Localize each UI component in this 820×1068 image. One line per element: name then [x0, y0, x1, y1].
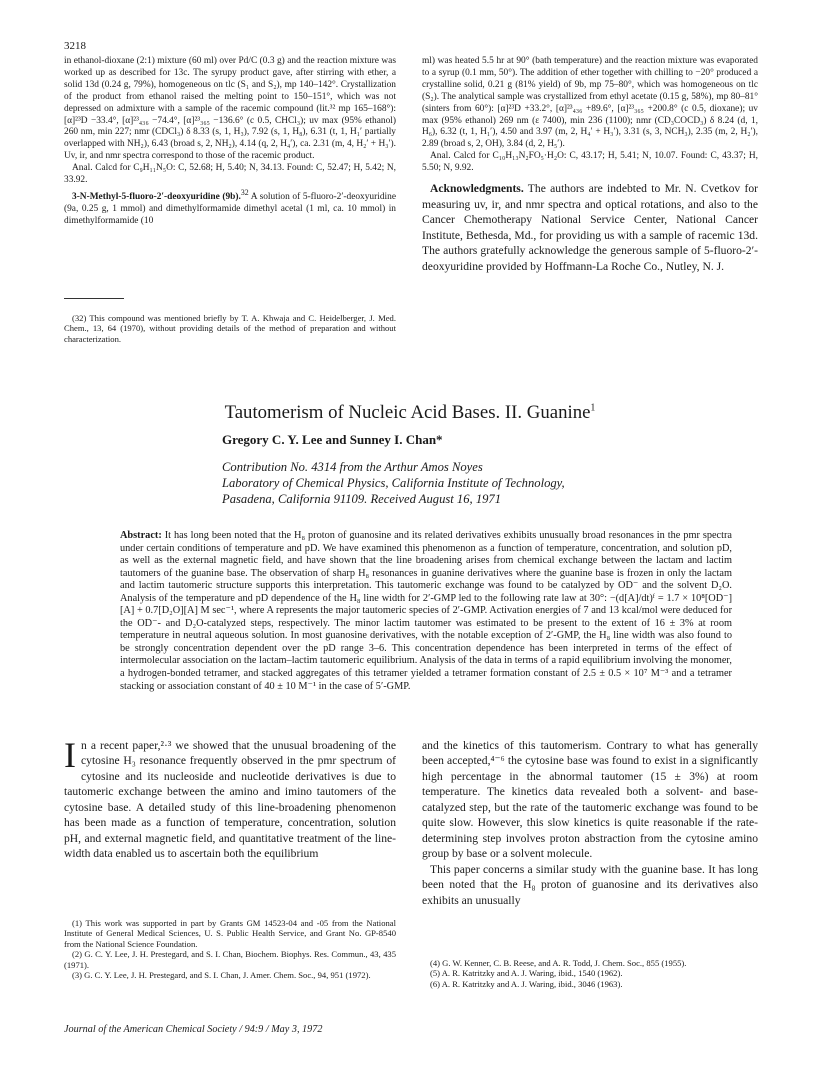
footnote-divider	[64, 298, 124, 299]
footnote: (2) G. C. Y. Lee, J. H. Prestegard, and S. I. Chan, Biochem. Biophys. Res. Commun., 43, 435 (1971).	[64, 949, 396, 970]
footnote: (5) A. R. Katritzky and A. J. Waring, ibid., 1540 (1962).	[430, 968, 623, 979]
compound-text: A solution of 5-fluoro-2′-deoxyuridine (9a, 0.25 g, 1 mmol) and dimethylformamide dimethyl acetal (1 ml, ca. 10 mmol) in dimethylformamide (10	[64, 192, 396, 226]
analysis-line: Anal. Calcd for C₉H₁₁N₅O: C, 52.68; H, 5.40; N, 34.13. Found: C, 52.47; H, 5.42; N, 33.92.	[64, 163, 396, 186]
reference-mark: 32	[240, 187, 249, 197]
footnote-32	[64, 313, 396, 344]
acknowledgments-heading: Acknowledgments.	[430, 182, 524, 196]
footnote: (3) G. C. Y. Lee, J. H. Prestegard, and S. I. Chan, J. Amer. Chem. Soc., 94, 951 (1972).	[72, 970, 371, 981]
compound-heading: 3-N-Methyl-5-fluoro-2′-deoxyuridine (9b).	[72, 192, 241, 203]
affiliation-line: Contribution No. 4314 from the Arthur Amos Noyes	[222, 460, 483, 474]
footnotes-left	[64, 918, 396, 980]
footnote-text: (32) This compound was mentioned briefly by T. A. Khwaja and C. Heidelberger, J. Med. Chem., 13, 64 (1970), without providing details of the method of preparation and without characterization.	[64, 313, 396, 344]
abstract-label: Abstract:	[120, 530, 162, 541]
intro-paragraph: and the kinetics of this tautomerism. Contrary to what has generally been accepted,⁴⁻⁶ the cytosine base was found to exist in a significantly high percentage in the abnormal tautomer (15 ± 3%) at room temperature. The kinetics data revealed both a solvent- and base-catalyzed step, but the rate of the tautomeric exchange was found to be quite slow. However, this slow kinetics is quite reasonable if the rate-determining step involves proton abstraction from the cytosine amino group by base or a solvent molecule.	[422, 739, 758, 861]
footnote: (4) G. W. Kenner, C. B. Reese, and A. R. Todd, J. Chem. Soc., 855 (1955).	[430, 958, 687, 968]
analysis-line: Anal. Calcd for C₁₀H₁₃N₂FO₅·H₂O: C, 43.17; H, 5.41; N, 10.07. Found: C, 43.37; H, 5.50; N, 9.92.	[422, 151, 758, 174]
experimental-paragraph: ml) was heated 5.5 hr at 90° (bath temperature) and the reaction mixture was evaporated to a syrup (0.1 mm, 50°). The addition of ether together with chilling to −20° produced a crystalline solid, 0.21 g (81% yield) of 9b, mp 75–80°, which was homogeneous on tlc (S₂). The analytical sample was crystallized from ethyl acetate (0.15 g, 58%), mp 80–81° (sinters from 60°): [α]²³D +33.2°, [α]²³₄₃₆ +89.6°, [α]²³₃₆₅ +200.8° (c 0.5, dioxane); uv max (95% ethanol) 269 nm (ε 7400), min 236 (1100); nmr (CD₃COCD₃) δ 8.24 (d, 1, H₆), 6.32 (t, 1, H₁′), 4.50 and 3.97 (m, 2, H₄′ + H₃′), 3.31 (s, 3, NCH₃), 2.35 (m, 2, H₂′), 2.89 (broad s, 2, OH), 3.84 (d, 2, H₅′).	[422, 56, 758, 150]
acknowledgments	[422, 181, 758, 275]
affiliation	[222, 460, 565, 507]
acknowledgments-text: The authors are indebted to Mr. N. Cvetkov for measuring uv, ir, and nmr spectra and optical rotations, and also to the Cancer Chemotherapy National Service Center, National Cancer Institute, Bethesda, Md., for providing us with a sample of racemic 13d. The authors gratefully acknowledge the generous sample of 5-fluoro-2′-deoxyuridine provided by Hoffmann-La Roche Co., Nutley, N. J.	[422, 182, 758, 274]
article-authors: Gregory C. Y. Lee and Sunney I. Chan*	[222, 432, 443, 447]
title-footnote-mark: 1	[590, 402, 596, 414]
intro-right-column	[422, 738, 758, 908]
affiliation-line: Pasadena, California 91109. Received August 16, 1971	[222, 491, 502, 506]
abstract-text: It has long been noted that the H₈ proton of guanosine and its related derivatives exhibits unusually broad resonances in the pmr spectra under certain conditions of temperature and pD. We have examined this phenomenon as a function of temperature, concentration, and solution pD, as well as the external magnetic field, and have shown that the line broadening arises from chemical exchange between the lactam and lactim tautomers of the guanine base. The observation of sharp H₈ resonances in guanine derivatives where the guanine base is frozen in only the lactam and lactim tautomeric structure supports this interpretation. This tautomeric exchange was found to be catalyzed by OD⁻ and the solvent D₂O. Analysis of the temperature and pD dependence of the H₈ line width for 2′-GMP led to the following rate law at 30°: −(d[A]/dt)ᶠ = 1.7 × 10⁸[OD⁻][A] + 0.7[D₂O][A] M sec⁻¹, where A represents the major tautomeric species of 2′-GMP. Activation energies of 7 and 13 kcal/mol were deduced for the OD⁻- and D₂O-catalyzed steps, respectively. The minor lactim tautomer was estimated to be present to the extent of 16 ± 3% at room temperature in neutral aqueous solution. In most guanosine derivatives, with the notable exception of 2′-GMP, the H₈ line width was also found to be strongly concentration dependent over the pD range 3–6. This concentration dependence has been interpreted in terms of the effect of intermolecular association on the lactam–lactim tautomeric equilibrium. Analysis of the data in terms of a rapid equilibrium involving the monomer, a hydrogen-bonded tetramer, and stacked aggregates of this tetramer yielded a tetramer formation constant of 2.5 ± 0.5 × 10⁷ M⁻³ and a tetramer stacking or association constant of 40 ± 10 M⁻¹ in the case of 5′-GMP.	[120, 530, 732, 692]
footnote: (6) A. R. Katritzky and A. J. Waring, ibid., 3046 (1963).	[430, 978, 623, 989]
experimental-continued-right	[422, 56, 758, 275]
abstract	[120, 530, 732, 693]
intro-text: n a recent paper,²·³ we showed that the unusual broadening of the cytosine H₃ resonance frequently observed in the pmr spectrum of cytosine and its nucleoside and nucleotide derivatives is due to tautomeric exchange between the amino and imino tautomers of the cytosine base. A detailed study of this line-broadening phenomenon has been made as a function of temperature, concentration, solution pH, and external magnetic field, and quantitative treatment of the line-width data enabled us to ascertain both the equilibrium	[64, 739, 396, 861]
affiliation-line: Laboratory of Chemical Physics, California Institute of Technology,	[222, 475, 565, 490]
experimental-paragraph: in ethanol-dioxane (2:1) mixture (60 ml) over Pd/C (0.3 g) and the reaction mixture was worked up as described for 13c. The syrupy product gave, after stirring with ether, a solid 13d (0.24 g, 79%), homogeneous on tlc (S₁ and S₂), mp 140–142°. Crystallization of the product from ethanol raised the melting point to 150–151°, which was not depressed on admixture with a sample of the racemic compound (lit.³² mp 165–168°): [α]²³D −33.4°, [α]²³₄₃₆ −74.4°, [α]²³₃₆₅ −136.6° (c 0.5, CHCl₃); uv max (95% ethanol) 260 nm, min 227; nmr (CDCl₃) δ 8.33 (s, 1, H₃), 7.92 (s, 1, H₈), 6.31 (t, 1, H₁′ partially overlapped with NH₂), 6.43 (broad s, 2, NH₂), 4.14 (q, 2, H₄′), ca. 2.31 (m, 4, H₂′ + H₃′). Uv, ir, and nmr spectra correspond to those of the racemic product.	[64, 56, 396, 162]
footnote: (1) This work was supported in part by Grants GM 14523-04 and -05 from the National Institute of General Medical Sciences, U. S. Public Health Service, and Grant No. GP-8540 from the National Science Foundation.	[64, 918, 396, 949]
intro-paragraph	[64, 735, 396, 862]
experimental-continued-left	[64, 56, 396, 228]
intro-paragraph: This paper concerns a similar study with the guanine base. It has long been noted that the H₈ proton of guanosine and its derivatives also exhibits an unusually	[422, 862, 758, 907]
footnotes-right	[422, 958, 758, 989]
intro-left-column	[64, 735, 396, 862]
drop-cap: I	[64, 735, 76, 775]
page-number: 3218	[64, 40, 86, 52]
journal-footer: Journal of the American Chemical Society / 94:9 / May 3, 1972	[64, 1024, 323, 1035]
compound-9b-paragraph	[64, 187, 396, 228]
article-title: Tautomerism of Nucleic Acid Bases. II. Guanine$^1$	[224, 402, 596, 423]
